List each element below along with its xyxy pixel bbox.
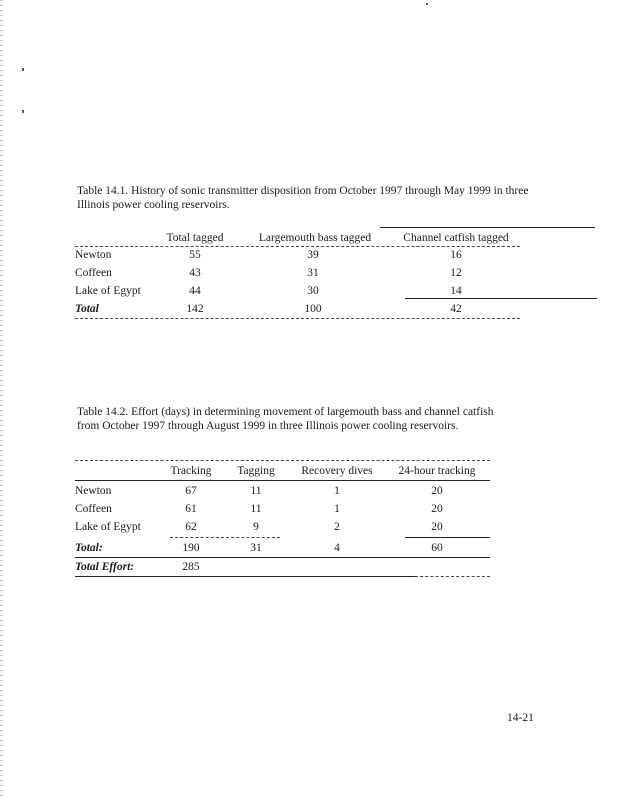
- table-cell: 190: [182, 542, 200, 554]
- table-cell: 142: [186, 303, 204, 315]
- table-cell: 14: [450, 285, 462, 297]
- table2-header: 24-hour tracking: [398, 465, 476, 477]
- scan-speck: [22, 68, 24, 71]
- row-label: Lake of Egypt: [75, 521, 141, 533]
- table-cell: 16: [450, 249, 462, 261]
- total-effort-value: 285: [182, 561, 200, 573]
- table-cell: 20: [431, 503, 443, 515]
- table-cell: 20: [431, 521, 443, 533]
- total-effort-label: Total Effort:: [75, 561, 135, 573]
- table-cell: 67: [185, 485, 197, 497]
- total-label: Total: [75, 303, 99, 315]
- table-cell: 4: [334, 542, 340, 554]
- table-cell: 44: [189, 285, 201, 297]
- table2-header: Tagging: [237, 465, 275, 477]
- row-label: Newton: [75, 485, 112, 497]
- row-label: Newton: [75, 249, 112, 261]
- table-cell: 11: [250, 503, 262, 515]
- table1-total-rule: [405, 298, 597, 299]
- scan-edge-artifact: [0, 0, 3, 800]
- scan-speck: [426, 3, 428, 5]
- table-cell: 62: [185, 521, 197, 533]
- table1-top-rule: [380, 227, 595, 228]
- table1-header: Total tagged: [166, 232, 224, 244]
- table-cell: 2: [334, 521, 340, 533]
- row-label: Coffeen: [75, 267, 112, 279]
- table-cell: 20: [431, 485, 443, 497]
- table-cell: 11: [250, 485, 262, 497]
- table2-header: Recovery dives: [301, 465, 373, 477]
- table-cell: 1: [334, 503, 340, 515]
- table1-caption: Table 14.1. History of sonic transmitter disposition from October 1997 through May 1999 in three Illinois power cooling reservoirs.: [77, 185, 529, 211]
- table1-bottom-rule: [75, 318, 520, 319]
- table1-header: Largemouth bass tagged: [258, 232, 372, 244]
- table2-top-rule: [75, 460, 490, 461]
- table-cell: 100: [304, 303, 322, 315]
- page-number: 14-21: [507, 712, 534, 724]
- table-cell: 30: [307, 285, 319, 297]
- table2-subtotal-rule: [170, 537, 280, 538]
- table2-caption: Table 14.2. Effort (days) in determining movement of largemouth bass and channel catfish from October 1997 through August 1999 in three Illinois power cooling reservoirs.: [77, 406, 494, 432]
- table1-header: Channel catfish tagged: [403, 232, 509, 244]
- table-cell: 31: [307, 267, 319, 279]
- table2-header-row: [75, 463, 495, 479]
- table-cell: 39: [307, 249, 319, 261]
- table-cell: 43: [189, 267, 201, 279]
- table-cell: 60: [431, 542, 443, 554]
- table-cell: 1: [334, 485, 340, 497]
- table-cell: 61: [185, 503, 197, 515]
- scan-speck: [22, 110, 24, 113]
- table2-header-rule: [75, 480, 490, 481]
- table1-header-row: [75, 230, 525, 246]
- table-cell: 42: [450, 303, 462, 315]
- table2-header: Tracking: [170, 465, 212, 477]
- table2-subtotal-rule: [405, 537, 490, 538]
- table2-total-rule: [75, 557, 490, 558]
- table2-bottom-rule: [415, 576, 490, 577]
- row-label: Coffeen: [75, 503, 112, 515]
- table2-bottom-rule: [75, 576, 415, 577]
- table-cell: 55: [189, 249, 201, 261]
- total-label: Total:: [75, 542, 103, 554]
- table-cell: 12: [450, 267, 462, 279]
- row-label: Lake of Egypt: [75, 285, 141, 297]
- table-cell: 31: [250, 542, 262, 554]
- table-cell: 9: [253, 521, 259, 533]
